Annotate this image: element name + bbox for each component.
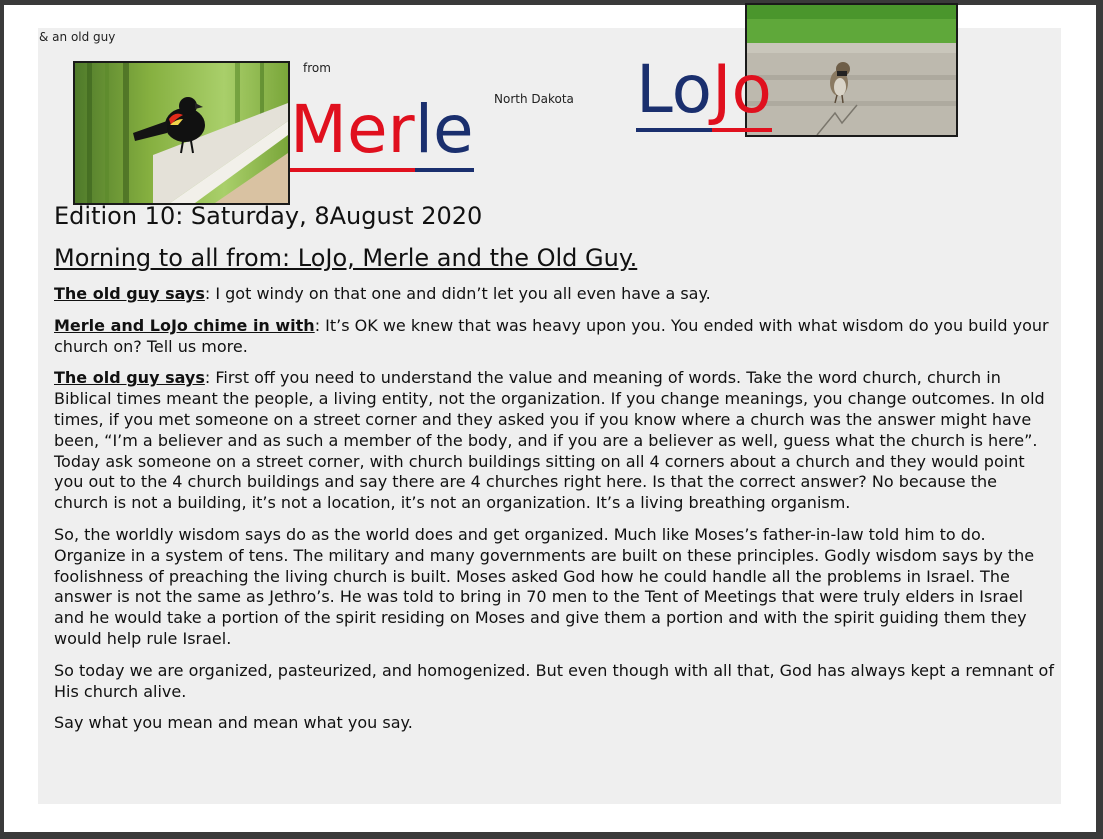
paragraph	[54, 661, 1054, 703]
paragraph-text: : It’s OK we knew that was heavy upon you. You ended with what wisdom do you build your church on? Tell us more.	[54, 315, 1049, 356]
paragraph-text: : First off you need to understand the value and meaning of words. Take the word church, church in Biblical times meant the people, a living entity, not the organization. If you change meanings, you change outcomes. In old times, if you met someone on a street corner and they asked you if you know where a church was the answer might have been, “I’m a believer and as such a member of the body, and if you are a believer as well, guess what the church is here”. Today ask someone on a street corner, with church buildings sitting on all 4 corners about a church and they would point you out to the 4 church buildings and say there are 4 churches right here. Is that the correct answer? No because the church is not a building, it’s not a location, it’s not an organization. It’s a living breathing organism.	[54, 368, 1045, 513]
lojo-logo-navy-part: Lo	[636, 51, 712, 132]
paragraph	[54, 316, 1054, 358]
paragraph-text: So, the worldly wisdom says do as the world does and get organized. Much like Moses’s father-in-law told him to do. Organize in a system of tens. The military and many governments are built on these principles. Godly wisdom says by the foolishness of preaching the living church is built. Moses asked God how he could handle all the problems in Israel. The answer is not the same as Jethro’s. He was told to bring in 70 men to the Tent of Meetings that were truly elders in Israel and he would take a portion of the spirit residing on Moses and give them a portion and with the spirit guiding them they would help rule Israel.	[54, 524, 1035, 648]
lojo-logo	[636, 51, 772, 128]
speaker-label: The old guy says	[54, 284, 205, 303]
speaker-label: The old guy says	[54, 368, 205, 388]
paragraph	[54, 525, 1054, 650]
sparrow-photo	[745, 3, 958, 137]
paragraph-text: : I got windy on that one and didn’t let you all even have a say.	[204, 284, 711, 303]
from-tag: from	[303, 61, 331, 75]
greeting-heading: Morning to all from: LoJo, Merle and the Old Guy.	[54, 244, 638, 272]
speaker-label: Merle and LoJo chime in with	[54, 315, 315, 335]
state-tag: North Dakota	[494, 92, 574, 106]
paragraph	[54, 368, 1054, 514]
paragraph-text: So today we are organized, pasteurized, and homogenized. But even though with all that, God has always kept a remnant of His church alive.	[54, 660, 1054, 701]
merle-logo	[290, 91, 474, 168]
lojo-logo-red-part: Jo	[712, 51, 772, 132]
paragraph	[54, 713, 1054, 734]
blackbird-photo	[73, 61, 290, 205]
paragraph	[54, 284, 1054, 305]
merle-logo-red-part: Mer	[290, 91, 415, 172]
merle-logo-navy-part: le	[415, 91, 474, 172]
page	[4, 5, 1096, 832]
paragraph-text: Say what you mean and mean what you say.	[54, 713, 413, 733]
edition-heading: Edition 10: Saturday, 8August 2020	[54, 202, 483, 230]
article	[54, 202, 1054, 745]
old-guy-tag: & an old guy	[39, 30, 116, 44]
